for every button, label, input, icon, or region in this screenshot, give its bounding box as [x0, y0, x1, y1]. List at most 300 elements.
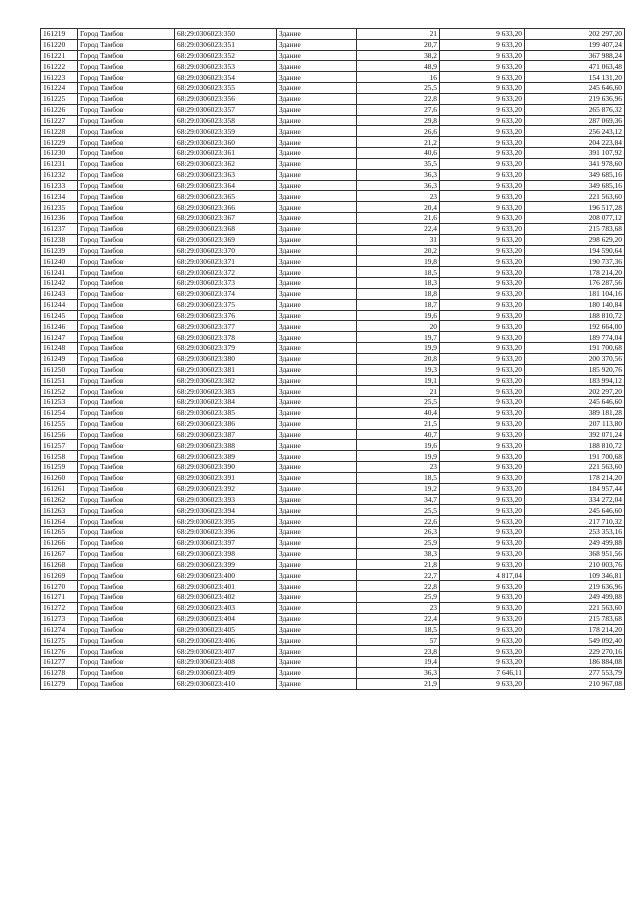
- city-cell: Город Тамбов: [78, 213, 175, 224]
- row-id-cell: 161223: [41, 72, 78, 83]
- row-id-cell: 161229: [41, 137, 78, 148]
- city-cell: Город Тамбов: [78, 288, 175, 299]
- cadastral-number-cell: 68:29:0306023:374: [175, 288, 277, 299]
- object-type-cell: Здание: [277, 505, 357, 516]
- city-cell: Город Тамбов: [78, 548, 175, 559]
- cadastral-value-cell: 229 270,16: [525, 646, 625, 657]
- city-cell: Город Тамбов: [78, 93, 175, 104]
- table-row: [41, 483, 625, 494]
- city-cell: Город Тамбов: [78, 657, 175, 668]
- unit-value-cell: 9 633,20: [440, 50, 525, 61]
- cadastral-value-cell: 256 243,12: [525, 126, 625, 137]
- table-row: [41, 364, 625, 375]
- object-type-cell: Здание: [277, 407, 357, 418]
- row-id-cell: 161270: [41, 581, 78, 592]
- cadastral-value-cell: 392 071,24: [525, 429, 625, 440]
- cadastral-value-cell: 188 810,72: [525, 440, 625, 451]
- city-cell: Город Тамбов: [78, 115, 175, 126]
- city-cell: Город Тамбов: [78, 191, 175, 202]
- row-id-cell: 161251: [41, 375, 78, 386]
- cadastral-number-cell: 68:29:0306023:398: [175, 548, 277, 559]
- table-row: [41, 148, 625, 159]
- unit-value-cell: 9 633,20: [440, 592, 525, 603]
- city-cell: Город Тамбов: [78, 343, 175, 354]
- table-row: [41, 321, 625, 332]
- city-cell: Город Тамбов: [78, 83, 175, 94]
- table-row: [41, 104, 625, 115]
- cadastral-number-cell: 68:29:0306023:379: [175, 343, 277, 354]
- object-type-cell: Здание: [277, 602, 357, 613]
- cadastral-number-cell: 68:29:0306023:387: [175, 429, 277, 440]
- object-type-cell: Здание: [277, 126, 357, 137]
- unit-value-cell: 9 633,20: [440, 321, 525, 332]
- unit-value-cell: 9 633,20: [440, 83, 525, 94]
- unit-value-cell: 9 633,20: [440, 29, 525, 40]
- table-row: [41, 581, 625, 592]
- row-id-cell: 161271: [41, 592, 78, 603]
- cadastral-value-table: [40, 28, 625, 690]
- area-cell: 40,6: [357, 148, 440, 159]
- cadastral-number-cell: 68:29:0306023:373: [175, 278, 277, 289]
- table-row: [41, 375, 625, 386]
- object-type-cell: Здание: [277, 657, 357, 668]
- table-row: [41, 635, 625, 646]
- cadastral-value-cell: 185 920,76: [525, 364, 625, 375]
- cadastral-value-cell: 367 988,24: [525, 50, 625, 61]
- unit-value-cell: 9 633,20: [440, 191, 525, 202]
- cadastral-value-cell: 178 214,20: [525, 472, 625, 483]
- city-cell: Город Тамбов: [78, 418, 175, 429]
- unit-value-cell: 9 633,20: [440, 451, 525, 462]
- area-cell: 25,9: [357, 592, 440, 603]
- cadastral-number-cell: 68:29:0306023:405: [175, 624, 277, 635]
- row-id-cell: 161230: [41, 148, 78, 159]
- object-type-cell: Здание: [277, 288, 357, 299]
- unit-value-cell: 4 817,04: [440, 570, 525, 581]
- table-row: [41, 158, 625, 169]
- cadastral-number-cell: 68:29:0306023:388: [175, 440, 277, 451]
- city-cell: Город Тамбов: [78, 602, 175, 613]
- row-id-cell: 161266: [41, 537, 78, 548]
- row-id-cell: 161248: [41, 343, 78, 354]
- cadastral-number-cell: 68:29:0306023:384: [175, 397, 277, 408]
- object-type-cell: Здание: [277, 635, 357, 646]
- area-cell: 22,6: [357, 516, 440, 527]
- cadastral-value-cell: 178 214,20: [525, 624, 625, 635]
- cadastral-value-cell: 215 783,68: [525, 613, 625, 624]
- cadastral-value-cell: 287 069,36: [525, 115, 625, 126]
- cadastral-value-cell: 245 646,60: [525, 83, 625, 94]
- city-cell: Город Тамбов: [78, 505, 175, 516]
- city-cell: Город Тамбов: [78, 234, 175, 245]
- city-cell: Город Тамбов: [78, 202, 175, 213]
- row-id-cell: 161249: [41, 353, 78, 364]
- city-cell: Город Тамбов: [78, 635, 175, 646]
- object-type-cell: Здание: [277, 570, 357, 581]
- cadastral-value-cell: 194 590,64: [525, 245, 625, 256]
- cadastral-value-cell: 204 223,84: [525, 137, 625, 148]
- area-cell: 22,8: [357, 581, 440, 592]
- table-row: [41, 602, 625, 613]
- area-cell: 19,3: [357, 364, 440, 375]
- table-row: [41, 397, 625, 408]
- city-cell: Город Тамбов: [78, 613, 175, 624]
- cadastral-value-cell: 219 636,96: [525, 93, 625, 104]
- table-row: [41, 472, 625, 483]
- object-type-cell: Здание: [277, 451, 357, 462]
- area-cell: 26,3: [357, 527, 440, 538]
- area-cell: 38,3: [357, 548, 440, 559]
- cadastral-value-cell: 219 636,96: [525, 581, 625, 592]
- object-type-cell: Здание: [277, 678, 357, 689]
- row-id-cell: 161261: [41, 483, 78, 494]
- cadastral-value-cell: 207 113,80: [525, 418, 625, 429]
- cadastral-value-cell: 391 107,92: [525, 148, 625, 159]
- area-cell: 21: [357, 29, 440, 40]
- unit-value-cell: 9 633,20: [440, 39, 525, 50]
- unit-value-cell: 9 633,20: [440, 646, 525, 657]
- table-row: [41, 93, 625, 104]
- cadastral-number-cell: 68:29:0306023:402: [175, 592, 277, 603]
- area-cell: 23,8: [357, 646, 440, 657]
- cadastral-value-cell: 180 140,84: [525, 299, 625, 310]
- cadastral-number-cell: 68:29:0306023:361: [175, 148, 277, 159]
- cadastral-value-cell: 245 646,60: [525, 505, 625, 516]
- cadastral-value-cell: 217 710,32: [525, 516, 625, 527]
- city-cell: Город Тамбов: [78, 516, 175, 527]
- cadastral-number-cell: 68:29:0306023:404: [175, 613, 277, 624]
- table-row: [41, 407, 625, 418]
- cadastral-value-cell: 249 499,88: [525, 592, 625, 603]
- row-id-cell: 161240: [41, 256, 78, 267]
- table-row: [41, 278, 625, 289]
- cadastral-value-cell: 341 978,60: [525, 158, 625, 169]
- object-type-cell: Здание: [277, 332, 357, 343]
- table-row: [41, 657, 625, 668]
- row-id-cell: 161264: [41, 516, 78, 527]
- object-type-cell: Здание: [277, 245, 357, 256]
- table-row: [41, 429, 625, 440]
- city-cell: Город Тамбов: [78, 581, 175, 592]
- unit-value-cell: 9 633,20: [440, 278, 525, 289]
- cadastral-number-cell: 68:29:0306023:367: [175, 213, 277, 224]
- object-type-cell: Здание: [277, 29, 357, 40]
- unit-value-cell: 9 633,20: [440, 61, 525, 72]
- row-id-cell: 161228: [41, 126, 78, 137]
- object-type-cell: Здание: [277, 158, 357, 169]
- city-cell: Город Тамбов: [78, 527, 175, 538]
- table-row: [41, 353, 625, 364]
- table-row: [41, 516, 625, 527]
- city-cell: Город Тамбов: [78, 39, 175, 50]
- unit-value-cell: 9 633,20: [440, 483, 525, 494]
- cadastral-value-cell: 334 272,04: [525, 494, 625, 505]
- row-id-cell: 161258: [41, 451, 78, 462]
- row-id-cell: 161231: [41, 158, 78, 169]
- city-cell: Город Тамбов: [78, 440, 175, 451]
- area-cell: 22,4: [357, 223, 440, 234]
- unit-value-cell: 9 633,20: [440, 494, 525, 505]
- cadastral-value-cell: 186 884,08: [525, 657, 625, 668]
- object-type-cell: Здание: [277, 256, 357, 267]
- unit-value-cell: 9 633,20: [440, 548, 525, 559]
- cadastral-value-cell: 189 774,04: [525, 332, 625, 343]
- object-type-cell: Здание: [277, 353, 357, 364]
- table-row: [41, 667, 625, 678]
- object-type-cell: Здание: [277, 548, 357, 559]
- cadastral-value-cell: 249 499,88: [525, 537, 625, 548]
- row-id-cell: 161237: [41, 223, 78, 234]
- table-row: [41, 527, 625, 538]
- city-cell: Город Тамбов: [78, 148, 175, 159]
- row-id-cell: 161226: [41, 104, 78, 115]
- cadastral-number-cell: 68:29:0306023:385: [175, 407, 277, 418]
- city-cell: Город Тамбов: [78, 462, 175, 473]
- area-cell: 23: [357, 602, 440, 613]
- area-cell: 22,8: [357, 93, 440, 104]
- area-cell: 19,1: [357, 375, 440, 386]
- city-cell: Город Тамбов: [78, 592, 175, 603]
- object-type-cell: Здание: [277, 50, 357, 61]
- row-id-cell: 161262: [41, 494, 78, 505]
- row-id-cell: 161234: [41, 191, 78, 202]
- object-type-cell: Здание: [277, 527, 357, 538]
- cadastral-number-cell: 68:29:0306023:358: [175, 115, 277, 126]
- object-type-cell: Здание: [277, 202, 357, 213]
- area-cell: 29,8: [357, 115, 440, 126]
- area-cell: 48,9: [357, 61, 440, 72]
- table-row: [41, 462, 625, 473]
- table-row: [41, 570, 625, 581]
- object-type-cell: Здание: [277, 213, 357, 224]
- table-row: [41, 288, 625, 299]
- area-cell: 25,9: [357, 537, 440, 548]
- unit-value-cell: 9 633,20: [440, 148, 525, 159]
- cadastral-value-cell: 215 783,68: [525, 223, 625, 234]
- unit-value-cell: 9 633,20: [440, 407, 525, 418]
- row-id-cell: 161252: [41, 386, 78, 397]
- unit-value-cell: 9 633,20: [440, 462, 525, 473]
- cadastral-value-cell: 349 685,16: [525, 169, 625, 180]
- cadastral-value-cell: 549 092,40: [525, 635, 625, 646]
- cadastral-number-cell: 68:29:0306023:369: [175, 234, 277, 245]
- cadastral-number-cell: 68:29:0306023:375: [175, 299, 277, 310]
- cadastral-value-cell: 368 951,56: [525, 548, 625, 559]
- unit-value-cell: 9 633,20: [440, 657, 525, 668]
- city-cell: Город Тамбов: [78, 310, 175, 321]
- area-cell: 26,6: [357, 126, 440, 137]
- object-type-cell: Здание: [277, 462, 357, 473]
- unit-value-cell: 9 633,20: [440, 472, 525, 483]
- row-id-cell: 161259: [41, 462, 78, 473]
- unit-value-cell: 9 633,20: [440, 418, 525, 429]
- table-row: [41, 72, 625, 83]
- cadastral-number-cell: 68:29:0306023:392: [175, 483, 277, 494]
- object-type-cell: Здание: [277, 343, 357, 354]
- unit-value-cell: 9 633,20: [440, 581, 525, 592]
- cadastral-value-cell: 199 407,24: [525, 39, 625, 50]
- unit-value-cell: 9 633,20: [440, 332, 525, 343]
- unit-value-cell: 9 633,20: [440, 93, 525, 104]
- cadastral-number-cell: 68:29:0306023:355: [175, 83, 277, 94]
- unit-value-cell: 9 633,20: [440, 343, 525, 354]
- area-cell: 22,4: [357, 613, 440, 624]
- area-cell: 27,6: [357, 104, 440, 115]
- table-row: [41, 234, 625, 245]
- area-cell: 25,5: [357, 505, 440, 516]
- unit-value-cell: 9 633,20: [440, 353, 525, 364]
- object-type-cell: Здание: [277, 137, 357, 148]
- object-type-cell: Здание: [277, 472, 357, 483]
- area-cell: 36,3: [357, 180, 440, 191]
- cadastral-value-cell: 184 957,44: [525, 483, 625, 494]
- cadastral-value-cell: 253 353,16: [525, 527, 625, 538]
- object-type-cell: Здание: [277, 180, 357, 191]
- area-cell: 57: [357, 635, 440, 646]
- area-cell: 18,3: [357, 278, 440, 289]
- row-id-cell: 161242: [41, 278, 78, 289]
- city-cell: Город Тамбов: [78, 29, 175, 40]
- object-type-cell: Здание: [277, 169, 357, 180]
- row-id-cell: 161256: [41, 429, 78, 440]
- table-row: [41, 256, 625, 267]
- row-id-cell: 161246: [41, 321, 78, 332]
- city-cell: Город Тамбов: [78, 50, 175, 61]
- row-id-cell: 161272: [41, 602, 78, 613]
- object-type-cell: Здание: [277, 223, 357, 234]
- unit-value-cell: 9 633,20: [440, 364, 525, 375]
- unit-value-cell: 9 633,20: [440, 169, 525, 180]
- unit-value-cell: 7 646,11: [440, 667, 525, 678]
- row-id-cell: 161255: [41, 418, 78, 429]
- cadastral-number-cell: 68:29:0306023:376: [175, 310, 277, 321]
- cadastral-number-cell: 68:29:0306023:372: [175, 267, 277, 278]
- cadastral-value-cell: 192 664,00: [525, 321, 625, 332]
- object-type-cell: Здание: [277, 667, 357, 678]
- area-cell: 20,7: [357, 39, 440, 50]
- cadastral-value-cell: 210 967,08: [525, 678, 625, 689]
- area-cell: 20,8: [357, 353, 440, 364]
- city-cell: Город Тамбов: [78, 646, 175, 657]
- row-id-cell: 161233: [41, 180, 78, 191]
- city-cell: Город Тамбов: [78, 407, 175, 418]
- object-type-cell: Здание: [277, 191, 357, 202]
- object-type-cell: Здание: [277, 83, 357, 94]
- cadastral-value-cell: 176 287,56: [525, 278, 625, 289]
- unit-value-cell: 9 633,20: [440, 624, 525, 635]
- city-cell: Город Тамбов: [78, 364, 175, 375]
- cadastral-number-cell: 68:29:0306023:395: [175, 516, 277, 527]
- table-row: [41, 559, 625, 570]
- cadastral-number-cell: 68:29:0306023:406: [175, 635, 277, 646]
- cadastral-value-cell: 191 700,68: [525, 343, 625, 354]
- area-cell: 22,7: [357, 570, 440, 581]
- area-cell: 21,2: [357, 137, 440, 148]
- table-row: [41, 505, 625, 516]
- row-id-cell: 161257: [41, 440, 78, 451]
- unit-value-cell: 9 633,20: [440, 137, 525, 148]
- table-row: [41, 169, 625, 180]
- city-cell: Город Тамбов: [78, 624, 175, 635]
- object-type-cell: Здание: [277, 148, 357, 159]
- row-id-cell: 161245: [41, 310, 78, 321]
- area-cell: 20,2: [357, 245, 440, 256]
- city-cell: Город Тамбов: [78, 158, 175, 169]
- cadastral-number-cell: 68:29:0306023:353: [175, 61, 277, 72]
- cadastral-number-cell: 68:29:0306023:386: [175, 418, 277, 429]
- cadastral-number-cell: 68:29:0306023:354: [175, 72, 277, 83]
- cadastral-value-cell: 109 346,81: [525, 570, 625, 581]
- area-cell: 31: [357, 234, 440, 245]
- city-cell: Город Тамбов: [78, 321, 175, 332]
- row-id-cell: 161265: [41, 527, 78, 538]
- unit-value-cell: 9 633,20: [440, 299, 525, 310]
- area-cell: 21,5: [357, 418, 440, 429]
- table-row: [41, 223, 625, 234]
- city-cell: Город Тамбов: [78, 278, 175, 289]
- cadastral-value-cell: 188 810,72: [525, 310, 625, 321]
- area-cell: 18,5: [357, 267, 440, 278]
- row-id-cell: 161236: [41, 213, 78, 224]
- unit-value-cell: 9 633,20: [440, 213, 525, 224]
- cadastral-number-cell: 68:29:0306023:352: [175, 50, 277, 61]
- city-cell: Город Тамбов: [78, 429, 175, 440]
- object-type-cell: Здание: [277, 234, 357, 245]
- unit-value-cell: 9 633,20: [440, 104, 525, 115]
- object-type-cell: Здание: [277, 364, 357, 375]
- city-cell: Город Тамбов: [78, 472, 175, 483]
- row-id-cell: 161239: [41, 245, 78, 256]
- city-cell: Город Тамбов: [78, 570, 175, 581]
- cadastral-number-cell: 68:29:0306023:397: [175, 537, 277, 548]
- unit-value-cell: 9 633,20: [440, 245, 525, 256]
- cadastral-number-cell: 68:29:0306023:356: [175, 93, 277, 104]
- cadastral-number-cell: 68:29:0306023:403: [175, 602, 277, 613]
- row-id-cell: 161232: [41, 169, 78, 180]
- row-id-cell: 161222: [41, 61, 78, 72]
- row-id-cell: 161250: [41, 364, 78, 375]
- cadastral-value-cell: 221 563,60: [525, 191, 625, 202]
- cadastral-number-cell: 68:29:0306023:350: [175, 29, 277, 40]
- table-row: [41, 310, 625, 321]
- row-id-cell: 161235: [41, 202, 78, 213]
- cadastral-number-cell: 68:29:0306023:399: [175, 559, 277, 570]
- table-row: [41, 180, 625, 191]
- row-id-cell: 161253: [41, 397, 78, 408]
- table-row: [41, 678, 625, 689]
- unit-value-cell: 9 633,20: [440, 267, 525, 278]
- table-row: [41, 245, 625, 256]
- table-row: [41, 440, 625, 451]
- cadastral-value-cell: 221 563,60: [525, 462, 625, 473]
- cadastral-number-cell: 68:29:0306023:362: [175, 158, 277, 169]
- area-cell: 20,4: [357, 202, 440, 213]
- row-id-cell: 161267: [41, 548, 78, 559]
- row-id-cell: 161254: [41, 407, 78, 418]
- unit-value-cell: 9 633,20: [440, 256, 525, 267]
- area-cell: 18,5: [357, 624, 440, 635]
- table-row: [41, 494, 625, 505]
- cadastral-value-cell: 208 077,12: [525, 213, 625, 224]
- table-row: [41, 115, 625, 126]
- area-cell: 35,5: [357, 158, 440, 169]
- cadastral-number-cell: 68:29:0306023:380: [175, 353, 277, 364]
- unit-value-cell: 9 633,20: [440, 310, 525, 321]
- cadastral-number-cell: 68:29:0306023:396: [175, 527, 277, 538]
- cadastral-number-cell: 68:29:0306023:351: [175, 39, 277, 50]
- area-cell: 19,2: [357, 483, 440, 494]
- table-row: [41, 537, 625, 548]
